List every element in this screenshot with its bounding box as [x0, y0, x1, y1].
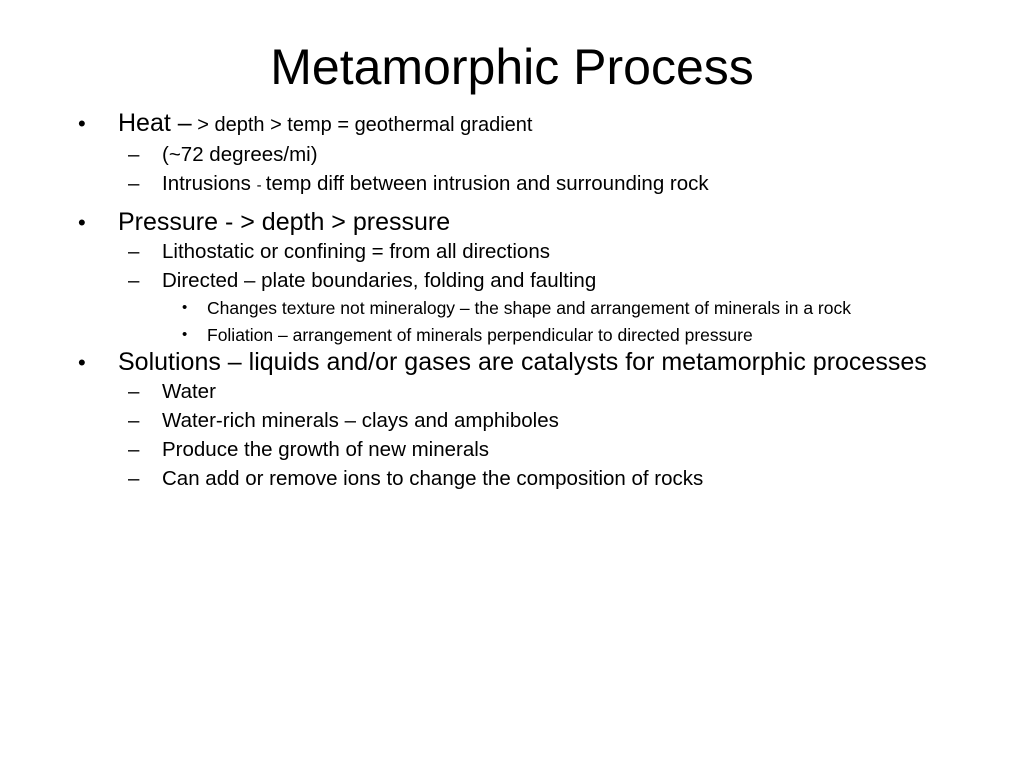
dash-marker: – [128, 269, 140, 292]
bullet-marker: • [78, 350, 86, 375]
bullet-heat-detail: > depth > temp = geothermal gradient [191, 114, 533, 136]
bullet-marker: • [182, 299, 188, 316]
dash-marker: – [128, 438, 140, 461]
sub-bullet-text: (~72 degrees/mi) [162, 143, 318, 166]
sub-bullet-text-part: Intrusions [162, 172, 257, 195]
bullet-pressure-label: Pressure - > depth > pressure [118, 208, 451, 236]
sub-bullet [76, 239, 936, 265]
dash-marker: – [128, 409, 140, 432]
sub-bullet [76, 268, 936, 294]
sub-bullet [76, 466, 936, 492]
bullet-solutions-label: Solutions – liquids and/or gases are catalysts for metamorphic processes [118, 348, 927, 376]
sub-bullet-text: Can add or remove ions to change the composition of rocks [162, 467, 704, 490]
sub-bullet [76, 408, 936, 434]
sub-bullet [76, 437, 936, 463]
sub-bullet-text: Water-rich minerals – clays and amphiboles [162, 409, 559, 432]
slide-title: Metamorphic Process [270, 39, 754, 95]
sub-bullet-text: Lithostatic or confining = from all directions [162, 240, 550, 263]
sub-sub-bullet-text: Foliation – arrangement of minerals perpendicular to directed pressure [207, 325, 753, 345]
bullet-heat-label: Heat – [118, 109, 192, 137]
dash-marker: – [128, 240, 140, 263]
bullet-marker: • [78, 210, 86, 235]
dash-marker: – [128, 172, 140, 195]
sub-bullet-text: Produce the growth of new minerals [162, 438, 490, 461]
sub-sub-bullet [76, 325, 936, 345]
dash-marker: – [128, 380, 140, 403]
bullet-pressure [76, 209, 936, 236]
sub-sub-bullet [76, 298, 936, 318]
bullet-marker: • [182, 326, 188, 343]
sub-bullet [76, 379, 936, 405]
bullet-marker: • [78, 111, 86, 136]
sub-bullet-text-part: - [256, 177, 266, 194]
slide-body [76, 110, 936, 492]
sub-bullet [76, 142, 936, 168]
sub-bullet-text: Directed – plate boundaries, folding and faulting [162, 269, 597, 292]
sub-sub-bullet-text: Changes texture not mineralogy – the shape and arrangement of minerals in a rock [207, 298, 851, 318]
dash-marker: – [128, 467, 140, 490]
sub-bullet-text-part: temp diff between intrusion and surrounding rock [265, 172, 709, 195]
dash-marker: – [128, 143, 140, 166]
bullet-heat [76, 110, 936, 139]
bullet-solutions [76, 349, 936, 376]
sub-bullet [76, 171, 936, 199]
sub-bullet-text: Water [162, 380, 216, 403]
